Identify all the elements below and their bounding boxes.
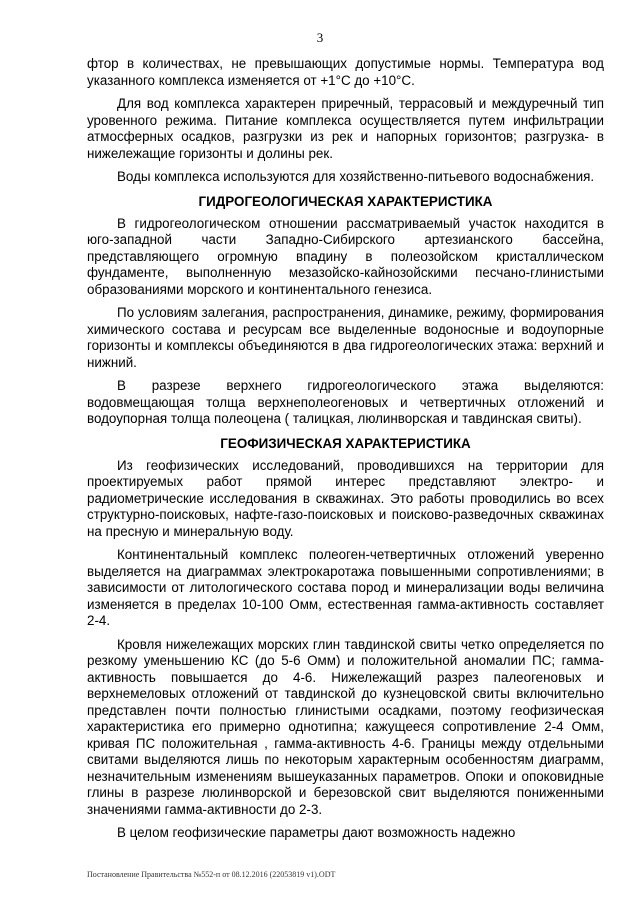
paragraph-upper-stage: В разрезе верхнего гидрогеологического этажа выделяются: водовмещающая толща верхнеполеогеновых и четвертичных отложений и водоупорная толща полеоцена ( талицкая, люлинворская и тавдинская свиты). xyxy=(87,378,604,426)
paragraph-geophysical-studies: Из геофизических исследований, проводившихся на территории для проектируемых работ прямой интерес представляют электро- и радиометрические исследования в скважинах. Это работы проводились во всех структурно-поисковых, нафте-газо-поисковых и поисково-разведочных скважинах на пресную и минеральную воду. xyxy=(87,457,604,539)
paragraph-hydro-stages: По условиям залегания, распространения, динамике, режиму, формирования химического состава и ресурсам все выделенные водоносные и водоупорные горизонты и комплексы объединяются в два гидрогеологических этажа: верхний и нижний. xyxy=(87,305,604,370)
paragraph-artesian-basin: В гидрогеологическом отношении рассматриваемый участок находится в юго-западной части Западно-Сибирского артезианского бассейна, представляющего огромную впадину в полеозойском кристаллическом фундаменте, выполненную мезазойско-кайнозойскими песчано-глинистыми образованиями морского и континентального генезиса. xyxy=(87,215,604,297)
heading-hydrogeological: ГИДРОГЕОЛОГИЧЕСКАЯ ХАРАКТЕРИСТИКА xyxy=(198,193,493,209)
footer-document-reference: Постановление Правительства №552-п от 08.12.2016 (22053819 v1).ODT xyxy=(87,870,336,879)
paragraph-level-regime: Для вод комплекса характерен приречный, террасовый и междуречный тип уровенного режима. Питание комплекса осуществляется путем инфильтрации атмосферных осадков, разгрузки из рек и напорных горизонтов; разгрузка- в нижележащие горизонты и долины рек. xyxy=(87,96,604,161)
paragraph-continental-complex: Континентальный комплекс полеоген-четвертичных отложений уверенно выделяется на диаграммах электрокаротажа повышенными сопротивлениями; в зависимости от литологического состава пород и минерализации воды величина изменяется в пределах 10-100 Омм, естественная гамма-активность составляет 2-4. xyxy=(87,547,604,628)
page-number: 3 xyxy=(316,30,324,45)
paragraph-water-supply: Воды комплекса используются для хозяйственно-питьевого водоснабжения. xyxy=(117,169,595,184)
paragraph-fluorine-temperature: фтор в количествах, не превышающих допустимые нормы. Температура вод указанного комплекса изменяется от +1°С до +10°С. xyxy=(87,56,604,88)
document-body xyxy=(87,56,604,849)
paragraph-marine-clays: Кровля нижележащих морских глин тавдинской свиты четко определяется по резкому уменьшению КС (до 5-6 Омм) и положительной аномалии ПС; гамма-активность повышается до 4-6. Нижележащий разрез палеогеновых и верхнемеловых отложений от тавдинской до кузнецовской свиты включительно представлен почти полностью глинистыми осадками, поэтому геофизическая характеристика его примерно однотипна; кажущееся сопротивление 2-4 Омм, кривая ПС положительная , гамма-активность 4-6. Границы между отдельными свитами выделяются лишь по некоторым характерным особенностям диаграмм, незначительным изменениям вышеуказанных параметров. Опоки и опоковидные глины в разрезе люлинворской и березовской свит выделяются пониженными значениями гамма-активности до 2-3. xyxy=(87,636,604,817)
heading-geophysical: ГЕОФИЗИЧЕСКАЯ ХАРАКТЕРИСТИКА xyxy=(220,435,471,451)
paragraph-conclusion: В целом геофизические параметры дают возможность надежно xyxy=(117,825,516,840)
